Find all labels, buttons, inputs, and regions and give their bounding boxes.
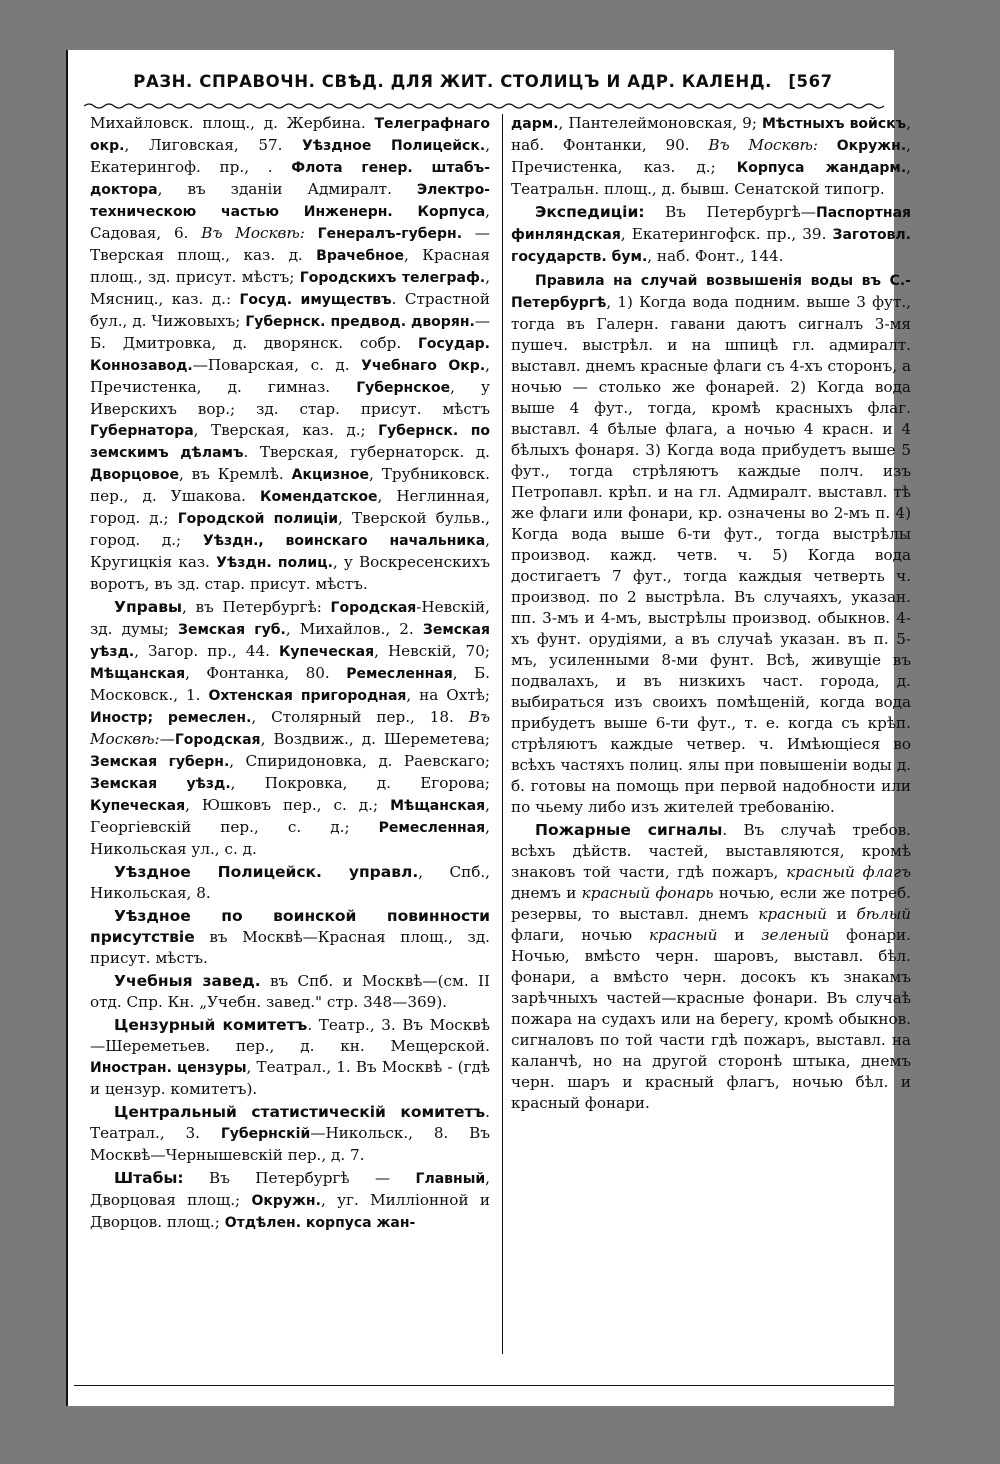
entry-text: , Театральн. площ., д. бывш. Сенатской типогр. bbox=[511, 158, 911, 198]
running-header bbox=[92, 72, 874, 91]
document-page bbox=[66, 50, 912, 1406]
column-divider bbox=[502, 114, 503, 1354]
entry-text: , Пантелеймоновская, 9; bbox=[558, 114, 762, 132]
entry-heading: Телеграфнаго окр. bbox=[90, 116, 490, 154]
entry-heading: Губернское bbox=[356, 380, 451, 396]
entry-text: Въ Петербургѣ — bbox=[183, 1169, 416, 1187]
entry-heading: Акцизное bbox=[291, 467, 370, 483]
entry-heading: Штабы: bbox=[114, 1169, 184, 1187]
entry-heading: Губернскій bbox=[220, 1126, 311, 1142]
entry-text: , Воздвиж., д. Шереметева; bbox=[260, 730, 490, 748]
entry-heading: Центральный статистическій комитетъ bbox=[114, 1103, 486, 1121]
entry-text: , у Иверскихъ вор.; зд. стар. присут. мѣстъ bbox=[90, 378, 490, 418]
entry-text: , Загор. пр., 44. bbox=[134, 642, 279, 660]
directory-entry bbox=[90, 1015, 490, 1100]
entry-heading: Уѣздн., воинскаго начальника bbox=[202, 533, 486, 549]
entry-text: , Фонтанка, 80. bbox=[185, 664, 347, 682]
entry-text: . Страстной бул., д. Чижовыхъ; bbox=[90, 290, 490, 330]
entry-heading: Госуд. имуществъ bbox=[239, 292, 392, 308]
entry-text: , уг. Милліонной и Дворцов. площ.; bbox=[90, 1191, 490, 1231]
entry-heading: Дворцовое bbox=[90, 467, 179, 483]
directory-entry bbox=[90, 113, 490, 595]
entry-heading: Учебныя завед. bbox=[114, 972, 261, 990]
directory-entry bbox=[90, 906, 490, 969]
entry-text: , Мясниц., каз. д.: bbox=[90, 268, 491, 308]
entry-text: — bbox=[159, 730, 175, 748]
entry-text: , Тверской бульв., город. д.; bbox=[90, 509, 490, 549]
directory-entry bbox=[90, 862, 490, 904]
entry-text: , Пречистенка, д. гимназ. bbox=[90, 356, 490, 396]
entry-heading: Купеческая bbox=[278, 644, 375, 660]
entry-heading: Ремесленная bbox=[346, 666, 453, 682]
entry-italic: красный флагъ bbox=[786, 863, 911, 881]
entry-heading: дарм. bbox=[511, 116, 559, 132]
directory-entry bbox=[90, 971, 490, 1013]
header-wavy-rule bbox=[84, 102, 884, 110]
entry-heading: Учебнаго Окр. bbox=[361, 358, 486, 374]
entry-heading: Губернатора bbox=[90, 423, 194, 439]
entry-heading: Государ. Коннозавод. bbox=[90, 336, 490, 374]
entry-text: и bbox=[717, 926, 762, 944]
directory-entry bbox=[511, 202, 911, 268]
entry-italic: зеленый bbox=[761, 926, 830, 944]
entry-heading: Земская уѣзд. bbox=[90, 776, 231, 792]
entry-heading: Управы bbox=[114, 598, 183, 616]
entry-text: , Неглинная, город. д.; bbox=[90, 487, 490, 527]
directory-entry bbox=[90, 1102, 490, 1166]
entry-text: , 1) Когда вода подним. выше 3 фут., тогда въ Галерн. гавани даютъ сигналъ 3-мя пушеч. выстрѣл. и на шпицѣ гл. адмиралт. выставл. днемъ красные флаги съ 4-хъ сторонъ, а ночью — столько же фонарей. 2) Когда вода выше 4 фут., тогда, кромѣ красныхъ флаг. выставл. 4 бѣлые флага, а ночью 4 красн. и 4 бѣлыхъ фонаря. 3) Когда вода прибудетъ выше 5 фут., тогда стрѣляютъ каждые полч. изъ Петропавл. крѣп. и на гл. Адмиралт. выставл. тѣ же флаги или фонари, кр. означены во 2-мъ п. 4) Когда вода выше 6-ти фут., тогда выстрѣлы производ. кажд. четв. ч. 5) Когда вода достигаетъ 7 фут., тогда каждыя четверть ч. производ. по 2 выстрѣла. Въ случаяхъ, указан. пп. 3-мъ и 4-мъ, выстрѣлы производ. обыкнов. 4-хъ фунт. орудіями, а въ случаѣ указан. въ п. 5-мъ, усиленными 8-ми фунт. Всѣ, живущіе въ подвалахъ, и въ низкихъ част. города, д. выбираться изъ своихъ помѣщеній, когда вода прибудетъ выше 6-ти фут., т. е. когда съ крѣп. стрѣляютъ каждые четвер. ч. Имѣющіеся во всѣхъ частяхъ полиц. ялы при повышеніи воды д. б. готовы на помощь при первой надобности или по чьему либо изъ жителей требованію. bbox=[511, 293, 911, 816]
entry-text: , Покровка, д. Егорова; bbox=[230, 774, 490, 792]
header-title: РАЗН. СПРАВОЧН. СВѢД. ДЛЯ ЖИТ. СТОЛИЦЪ И АДР. КАЛЕНД. bbox=[133, 72, 772, 91]
entry-heading: Земская губ. bbox=[178, 622, 286, 638]
entry-heading: Генералъ-губерн. bbox=[317, 226, 463, 242]
entry-italic: красный фонарь bbox=[581, 884, 714, 902]
entry-heading: Губернск. предвод. дворян. bbox=[245, 314, 475, 330]
entry-heading: Губернск. по земскимъ дѣламъ bbox=[90, 423, 491, 461]
directory-entry bbox=[511, 820, 911, 1114]
entry-text: Михайловск. площ., д. Жербина. bbox=[90, 114, 375, 132]
entry-italic: красный bbox=[758, 905, 827, 923]
entry-text: ночью, если же потреб. резервы, то выставл. днемъ bbox=[511, 884, 911, 923]
entry-text: , Михайлов., 2. bbox=[285, 620, 423, 638]
entry-text: , въ зданіи Адмиралт. bbox=[157, 180, 417, 198]
entry-italic: Въ Москвѣ: bbox=[90, 708, 490, 748]
entry-text: въ Москвѣ—Красная площ., зд. присут. мѣстъ. bbox=[90, 928, 490, 967]
entry-text: , Тверская, каз. д.; bbox=[193, 421, 379, 439]
entry-heading: Пожарные сигналы bbox=[535, 821, 723, 839]
entry-text: , Б. Московск., 1. bbox=[90, 664, 490, 704]
entry-heading: Городская bbox=[330, 600, 417, 616]
entry-heading: Городскихъ телеграф. bbox=[299, 270, 486, 286]
entry-heading: Купеческая bbox=[90, 798, 186, 814]
entry-text bbox=[818, 136, 837, 154]
entry-heading: Отдѣлен. корпуса жан- bbox=[224, 1215, 416, 1231]
entry-text: , Юшковъ пер., с. д.; bbox=[185, 796, 391, 814]
entry-text: . Театрал., 3. bbox=[90, 1103, 490, 1142]
entry-text: — Тверская площ., каз. д. bbox=[90, 224, 490, 264]
entry-italic: красный bbox=[648, 926, 718, 944]
entry-heading: Правила на случай возвышенія воды въ С.-Петербургѣ bbox=[511, 273, 911, 311]
entry-heading: Флота генер. штабъ-доктора bbox=[90, 160, 490, 198]
entry-text: , въ Петербургѣ: bbox=[182, 598, 331, 616]
entry-text: Въ Петербургѣ— bbox=[644, 203, 816, 221]
entry-heading: Охтенская пригородная bbox=[208, 688, 407, 704]
entry-text: и bbox=[826, 905, 857, 923]
directory-entry bbox=[511, 113, 911, 200]
entry-heading: Паспортная финляндская bbox=[511, 205, 911, 243]
entry-heading: Уѣздн. полиц. bbox=[216, 555, 333, 571]
entry-text: , Невскій, 70; bbox=[374, 642, 491, 660]
entry-text: , Георгіевскій пер., с. д.; bbox=[90, 796, 490, 836]
entry-text: —Никольск., 8. Въ Москвѣ—Чернышевскій пер., д. 7. bbox=[90, 1124, 490, 1164]
directory-entry bbox=[90, 1168, 490, 1234]
entry-heading: Уѣздное Полицейск. bbox=[302, 138, 486, 154]
entry-text: , Садовая, 6. bbox=[90, 202, 490, 242]
entry-text: , Театрал., 1. Въ Москвѣ - (гдѣ и цензур. комитетъ). bbox=[90, 1058, 491, 1098]
entry-heading: Иностран. цензуры bbox=[90, 1060, 247, 1076]
entry-heading: Окружн. bbox=[836, 138, 907, 154]
entry-heading: Окружн. bbox=[251, 1193, 321, 1209]
entry-text: , Дворцовая площ.; bbox=[90, 1169, 490, 1209]
entry-heading: Мѣщанская bbox=[90, 666, 186, 682]
entry-text: -Невскій, зд. думы; bbox=[90, 598, 490, 638]
entry-text: . Театр., 3. Въ Москвѣ—Шереметьев. пер., д. кн. Мещерской. bbox=[90, 1016, 490, 1055]
entry-text: , Спиридоновка, д. Раевскаго; bbox=[229, 752, 490, 770]
entry-text: , на Охтѣ; bbox=[406, 686, 490, 704]
entry-text: , въ Кремлѣ. bbox=[178, 465, 292, 483]
left-column bbox=[90, 113, 490, 1236]
entry-italic: Въ Москвѣ: bbox=[201, 224, 305, 242]
entry-text: , Столярный пер., 18. bbox=[251, 708, 469, 726]
entry-heading: Уѣздное по воинской повинности присутствіе bbox=[90, 907, 490, 946]
entry-text: днемъ и bbox=[511, 884, 582, 902]
entry-text: , Кругицкія каз. bbox=[90, 531, 490, 571]
entry-text: , Красная площ., зд. присут. мѣстъ; bbox=[90, 246, 490, 286]
entry-heading: Корпуса жандарм. bbox=[736, 160, 907, 176]
entry-heading: Иностр; ремеслен. bbox=[90, 710, 252, 726]
entry-text: — Б. Дмитровка, д. дворянск. собр. bbox=[90, 312, 490, 352]
entry-text: , Екатерингофск. пр., 39. bbox=[620, 225, 833, 243]
entry-heading: Земская уѣзд. bbox=[90, 622, 490, 660]
entry-text: , Никольская ул., с. д. bbox=[90, 818, 490, 858]
entry-italic: бѣлый bbox=[856, 905, 912, 923]
entry-text: , Лиговская, 57. bbox=[124, 136, 303, 154]
entry-heading: Городской полиціи bbox=[177, 511, 338, 527]
entry-text: , Екатерингоф. пр., . bbox=[90, 136, 491, 176]
entry-text: флаги, ночью bbox=[511, 926, 649, 944]
entry-text: , Трубниковск. пер., д. Ушакова. bbox=[90, 465, 490, 505]
entry-heading: Ремесленная bbox=[378, 820, 486, 836]
entry-text: въ Спб. и Москвѣ—(см. II отд. Спр. Кн. „Учебн. завед." стр. 348—369). bbox=[90, 972, 490, 1011]
entry-text: . Тверская, губернаторск. д. bbox=[243, 443, 491, 461]
entry-heading: Комендатское bbox=[260, 489, 378, 505]
entry-heading: Мѣстныхъ войскъ bbox=[761, 116, 907, 132]
entry-heading: Мѣщанская bbox=[390, 798, 486, 814]
page-number: [567 bbox=[788, 72, 833, 91]
directory-entry bbox=[90, 597, 490, 860]
entry-text bbox=[305, 224, 318, 242]
entry-heading: Экспедиціи: bbox=[535, 203, 645, 221]
right-column bbox=[511, 113, 911, 1116]
entry-heading: Электро-техническою частью Инженерн. Корпуса bbox=[90, 182, 490, 220]
bottom-rule bbox=[74, 1385, 894, 1386]
entry-text: , у Воскресенскихъ воротъ, въ зд. стар. присут. мѣстъ. bbox=[90, 553, 490, 593]
entry-text: , наб. Фонт., 144. bbox=[647, 247, 784, 265]
entry-heading: Уѣздное Полицейск. управл. bbox=[114, 863, 419, 881]
entry-heading: Главный bbox=[415, 1171, 486, 1187]
entry-italic: Въ Москвѣ: bbox=[708, 136, 818, 154]
entry-heading: Цензурный комитетъ bbox=[114, 1016, 308, 1034]
entry-heading: Заготовл. государств. бум. bbox=[511, 227, 911, 265]
entry-heading: Городская bbox=[174, 732, 261, 748]
entry-text: , наб. Фонтанки, 90. bbox=[511, 114, 912, 154]
entry-text: , Спб., Никольская, 8. bbox=[90, 863, 490, 902]
entry-heading: Земская губерн. bbox=[90, 754, 230, 770]
entry-text: —Поварская, с. д. bbox=[192, 356, 362, 374]
entry-heading: Врачебное bbox=[316, 248, 404, 264]
entry-text: . Въ случаѣ требов. всѣхъ дѣйств. частей, выставляются, кромѣ знаковъ той части, гдѣ пожаръ, bbox=[511, 821, 911, 881]
directory-entry bbox=[511, 270, 911, 818]
entry-text: фонари. Ночью, вмѣсто черн. шаровъ, выставл. бѣл. фонари, а вмѣсто черн. досокъ къ знакамъ зарѣчныхъ частей—красные фонари. Въ случаѣ пожара на судахъ или на берегу, кромѣ обыкнов. сигналовъ по той части гдѣ пожаръ, выставл. на каланчѣ, но на другой сторонѣ штыка, днемъ черн. шаръ и красный флагъ, ночью бѣл. и красный фонари. bbox=[511, 926, 912, 1112]
entry-text: , Пречистенка, каз. д.; bbox=[511, 136, 911, 176]
